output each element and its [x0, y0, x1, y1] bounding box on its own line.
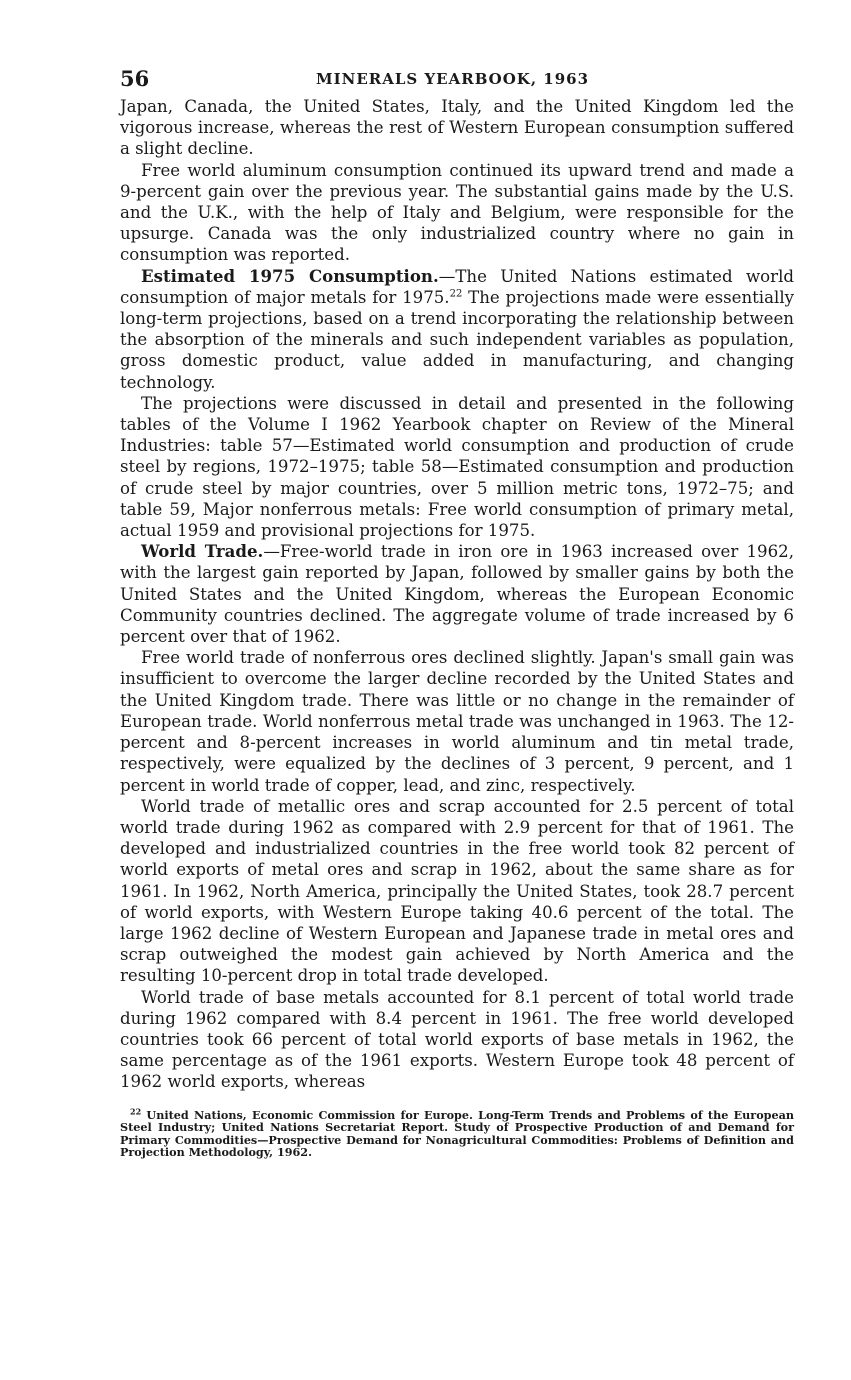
- paragraph: The projections were discussed in detail and presented in the following tables of the Volume I 1962 Yearbook chapter on Review of the Mineral Industries: table 57—Estimated world consumption and production of crude steel by regions, 1972–1975; table 58—Estimated consumption and production of crude steel by major countries, over 5 million metric tons, 1972–75; and table 59, Major nonferrous metals: Free world consumption of primary metal, actual 1959 and provisional projections for 1975.: [120, 393, 794, 541]
- running-header: [120, 60, 794, 96]
- paragraph: [120, 541, 794, 647]
- paragraph: World trade of metallic ores and scrap accounted for 2.5 percent of total world trade during 1962 as compared with 2.9 percent for that of 1961. The developed and industrialized countries in the free world took 82 percent of world exports of metal ores and scrap in 1962, about the same share as for 1961. In 1962, North America, principally the United States, took 28.7 percent of world exports, with Western Europe taking 40.6 percent of the total. The large 1962 decline of Western European and Japanese trade in metal ores and scrap outweighed the modest gain achieved by North America and the resulting 10-percent drop in total trade developed.: [120, 796, 794, 986]
- running-title: MINERALS YEARBOOK, 1963: [316, 70, 590, 88]
- footnote-reference: 22: [449, 288, 463, 300]
- footnote: [120, 1105, 794, 1160]
- paragraph: World trade of base metals accounted for 8.1 percent of total world trade during 1962 compared with 8.4 percent in 1961. The free world developed countries took 66 percent of total world exports of base metals in 1962, the same percentage as of the 1961 exports. Western Europe took 48 percent of 1962 world exports, whereas: [120, 987, 794, 1092]
- paragraph: Free world trade of nonferrous ores declined slightly. Japan's small gain was insufficient to overcome the larger decline recorded by the United States and the United Kingdom trade. There was little or no change in the remainder of European trade. World nonferrous metal trade was unchanged in 1963. The 12-percent and 8-percent increases in world aluminum and tin metal trade, respectively, were equalized by the declines of 3 percent, 9 percent, and 1 percent in world trade of copper, lead, and zinc, respectively.: [120, 648, 794, 795]
- body-text: [120, 96, 794, 1093]
- paragraph: [120, 266, 794, 393]
- paragraph: Free world aluminum consumption continued its upward trend and made a 9-percent gain over the previous year. The substantial gains made by the U.S. and the U.K., with the help of Italy and Belgium, were responsible for the upsurge. Canada was the only industrialized country where no gain in consumption was reported.: [120, 160, 794, 265]
- paragraph-text: —The United Nations estimated world consumption of major metals for 1975.: [120, 266, 794, 307]
- footnotes: [120, 1105, 794, 1160]
- page-number: 56: [120, 66, 150, 91]
- document-page: [120, 60, 794, 1159]
- paragraph-text: The projections made were essentially long-term projections, based on a trend incorporating the relationship between the absorption of the minerals and such independent variables as population, gross domestic product, value added in manufacturing, and changing technology.: [120, 287, 794, 392]
- paragraph-text: —Free-world trade in iron ore in 1963 increased over 1962, with the largest gain reported by Japan, followed by smaller gains by both the United States and the United Kingdom, whereas the European Economic Community countries declined. The aggregate volume of trade increased by 6 percent over that of 1962.: [120, 542, 795, 647]
- footnote-text: United Nations, Economic Commission for Europe. Long-Term Trends and Problems of the European Steel Industry; United Nations Secretariat Report. Study of Prospective Production of and Demand for Primary Commodities—Prospective Demand for Nonagricultural Commodities: Problems of Definition and Projection Methodology, 1962.: [120, 1107, 794, 1160]
- footnote-marker: 22: [130, 1105, 142, 1116]
- section-heading: World Trade.: [141, 541, 264, 562]
- paragraph: Japan, Canada, the United States, Italy, and the United Kingdom led the vigorous increase, whereas the rest of Western European consumption suffered a slight decline.: [120, 97, 794, 159]
- section-heading: Estimated 1975 Consumption.: [141, 265, 439, 286]
